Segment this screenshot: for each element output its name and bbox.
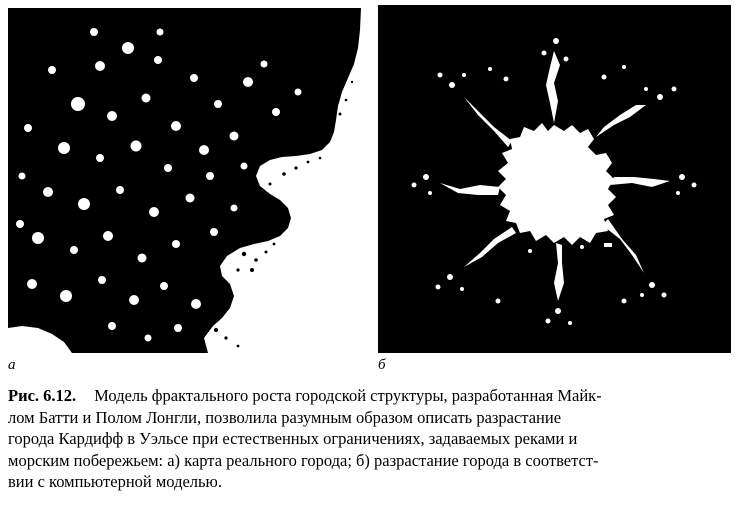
figure-number: Рис. 6.12. <box>8 386 77 405</box>
figure-caption <box>8 385 734 493</box>
fractal-map-model-city <box>378 5 731 353</box>
caption-line-1 <box>8 385 734 407</box>
panel-label-a: а <box>8 357 16 373</box>
caption-line-5: вии с компьютерной моделью. <box>8 472 223 491</box>
fractal-map-real-city <box>8 8 361 353</box>
caption-line-4: морским побережьем: а) карта реального города; б) разрастание города в соответст- <box>8 450 599 470</box>
panel-a-graphic <box>8 8 361 353</box>
panel-b-graphic <box>378 5 731 353</box>
caption-line-2: лом Батти и Полом Лонгли, позволила разумным образом описать разрастание <box>8 407 562 427</box>
caption-text-1: Модель фрактального роста городской структуры, разработанная Майк- <box>94 386 602 405</box>
panel-label-b: б <box>378 357 386 373</box>
caption-line-3: города Кардифф в Уэльсе при естественных ограничениях, задаваемых реками и <box>8 429 578 448</box>
